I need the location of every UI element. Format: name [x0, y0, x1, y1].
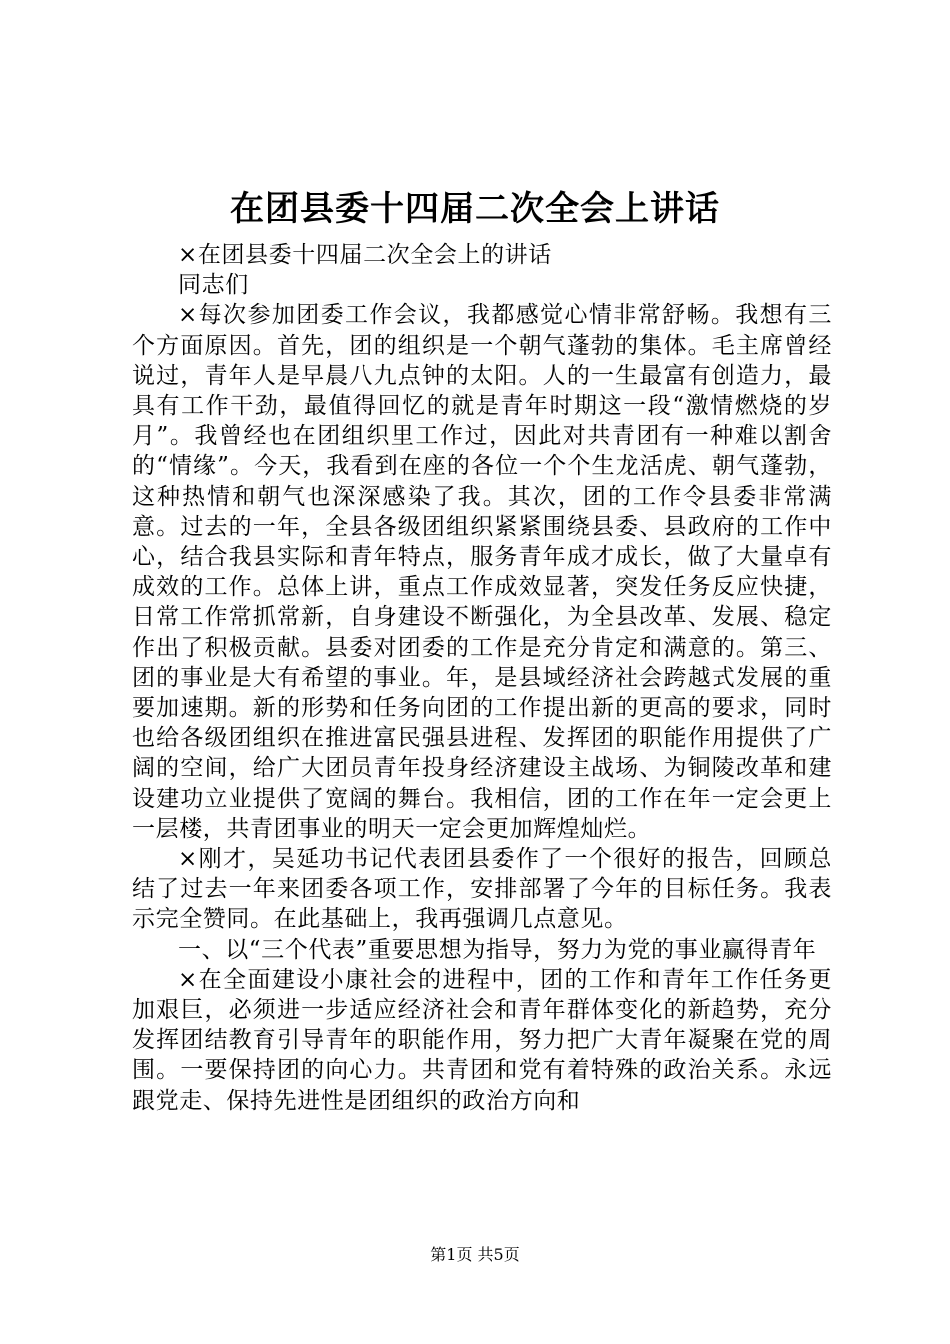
speech-heading-line: ×在团县委十四届二次全会上的讲话 [178, 242, 552, 268]
salutation: 同志们 [178, 272, 249, 299]
page-number-footer: 第1页 共5页 [430, 1245, 520, 1264]
page-title: 在团县委十四届二次全会上讲话 [230, 189, 720, 229]
body-paragraph: ×刚才，吴延功书记代表团县委作了一个很好的报告，回顾总结了过去一年来团委各项工作，安排部署了今年的目标任务。我表示完全赞同。在此基础上，我再强调几点意见。 [132, 846, 832, 933]
body-paragraph: ×在全面建设小康社会的进程中，团的工作和青年工作任务更加艰巨，必须进一步适应经济社会和青年群体变化的新趋势，充分发挥团结教育引导青年的职能作用，努力把广大青年凝聚在党的周围。一要保持团的向心力。共青团和党有着特殊的政治关系。永远跟党走、保持先进性是团组织的政治方向和 [132, 966, 832, 1114]
body-paragraph: ×每次参加团委工作会议，我都感觉心情非常舒畅。我想有三个方面原因。首先，团的组织是一个朝气蓬勃的集体。毛主席曾经说过，青年人是早晨八九点钟的太阳。人的一生最富有创造力，最具有工作干劲，最值得回忆的就是青年时期这一段“激情燃烧的岁月”。我曾经也在团组织里工作过，因此对共青团有一种难以割舍的“情缘”。今天，我看到在座的各位一个个生龙活虎、朝气蓬勃，这种热情和朝气也深深感染了我。其次，团的工作令县委非常满意。过去的一年，全县各级团组织紧紧围绕县委、县政府的工作中心，结合我县实际和青年特点，服务青年成才成长，做了大量卓有成效的工作。总体上讲，重点工作成效显著，突发任务反应快捷，日常工作常抓常新，自身建设不断强化，为全县改革、发展、稳定作出了积极贡献。县委对团委的工作是充分肯定和满意的。第三、团的事业是大有希望的事业。年，是县域经济社会跨越式发展的重要加速期。新的形势和任务向团的工作提出新的更高的要求，同时也给各级团组织在推进富民强县进程、发挥团的职能作用提供了广阔的空间，给广大团员青年投身经济建设主战场、为铜陵改革和建设建功立业提供了宽阔的舞台。我相信，团的工作在年一定会更上一层楼，共青团事业的明天一定会更加辉煌灿烂。 [132, 302, 832, 842]
document-body [132, 240, 832, 1116]
section-heading: 一、以“三个代表”重要思想为指导，努力为党的事业赢得青年 [178, 936, 817, 963]
